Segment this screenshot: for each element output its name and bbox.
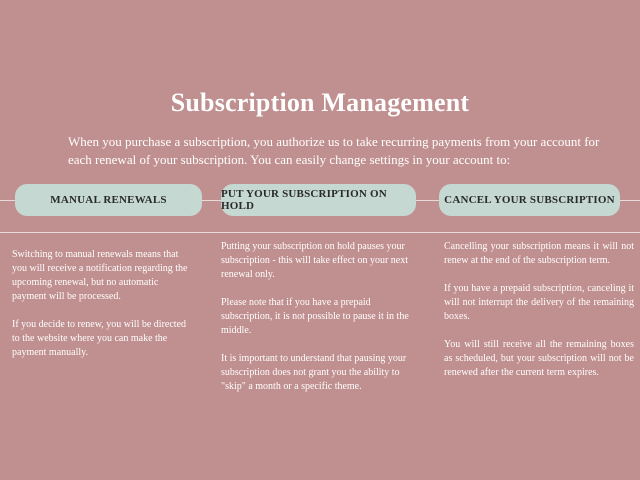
paragraph: Switching to manual renewals means that you will receive a notification regarding the upcoming renewal, but no automatic payment will be processed. <box>12 249 188 302</box>
divider-line-lower <box>0 232 640 233</box>
cancel-subscription-description <box>444 240 634 394</box>
paragraph: It is important to understand that pausing your subscription does not grant you the ability to "skip" a month or a specific theme. <box>221 353 407 392</box>
paragraph: If you decide to renew, you will be directed to the website where you can make the payment manually. <box>12 319 187 358</box>
put-on-hold-button[interactable]: PUT YOUR SUBSCRIPTION ON HOLD <box>221 184 416 216</box>
put-on-hold-description <box>221 240 409 408</box>
paragraph: You will still receive all the remaining boxes as scheduled, but your subscription will not be renewed after the current term expires. <box>444 339 634 378</box>
cancel-subscription-button[interactable]: CANCEL YOUR SUBSCRIPTION <box>439 184 620 216</box>
paragraph: Cancelling your subscription means it will not renew at the end of the subscription term. <box>444 241 634 266</box>
manual-renewals-button[interactable]: MANUAL RENEWALS <box>15 184 202 216</box>
paragraph: If you have a prepaid subscription, canceling it will not interrupt the delivery of the remaining boxes. <box>444 283 634 322</box>
paragraph: Putting your subscription on hold pauses your subscription - this will take effect on your next renewal only. <box>221 241 408 280</box>
paragraph: Please note that if you have a prepaid subscription, it is not possible to pause it in the middle. <box>221 297 409 336</box>
manual-renewals-description <box>12 248 192 374</box>
page-title: Subscription Management <box>170 88 470 117</box>
intro-text: When you purchase a subscription, you authorize us to take recurring payments from your account for each renewal of your subscription. You can easily change settings in your account to: <box>68 134 600 167</box>
